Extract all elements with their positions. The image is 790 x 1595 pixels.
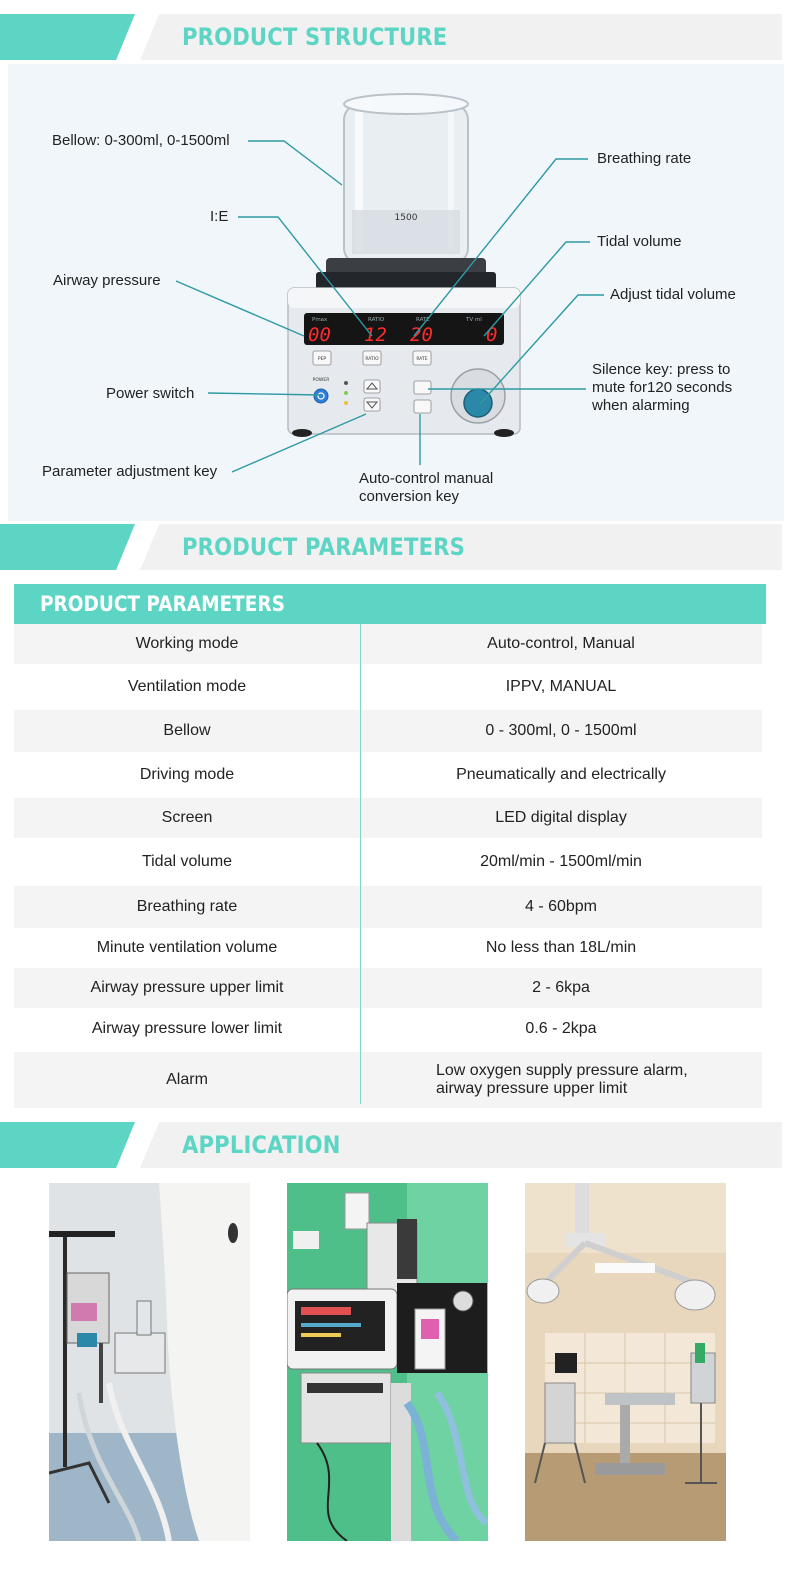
pep-key-label: PEP (317, 357, 327, 362)
param-value: IPPV, MANUAL (505, 678, 617, 695)
section-header-parameters (0, 524, 790, 570)
tv-label: TV ml (466, 317, 482, 323)
rate-value: 20 (410, 324, 433, 346)
header-accent-bar (0, 524, 135, 570)
param-value: 0 - 300ml, 0 - 1500ml (485, 722, 637, 739)
table-row (14, 710, 762, 752)
table-row (14, 838, 762, 886)
label-bellow: Bellow: 0-300ml, 0-1500ml (52, 132, 230, 149)
param-value: LED digital display (495, 809, 627, 826)
label-auto-control: Auto-control manual conversion key (359, 470, 494, 505)
label-parameter-key: Parameter adjustment key (42, 463, 218, 480)
bellow-dome (344, 94, 468, 264)
table-row (14, 886, 762, 928)
param-value: 20ml/min - 1500ml/min (480, 853, 642, 870)
params-table-title: PRODUCT PARAMETERS (40, 592, 285, 616)
param-value: 4 - 60bpm (524, 898, 598, 915)
power-icon (314, 389, 328, 403)
label-power-switch: Power switch (106, 385, 195, 402)
power-label: POWER (312, 378, 330, 383)
section-title: PRODUCT STRUCTURE (182, 23, 448, 51)
param-name: Breathing rate (136, 898, 238, 915)
param-value: 2 - 6kpa (532, 979, 590, 996)
param-name: Screen (161, 809, 213, 826)
label-breathing-rate: Breathing rate (597, 150, 692, 167)
tv-value: 0 (486, 324, 498, 346)
silence-key-icon (414, 381, 431, 394)
table-row (14, 798, 762, 838)
param-value: 0.6 - 2kpa (525, 1020, 597, 1037)
ventilator-illustration (0, 0, 790, 530)
bellow-scale-text: 1500 (394, 213, 418, 223)
down-key-icon (364, 398, 380, 411)
table-column-divider (360, 624, 361, 1104)
table-row (14, 624, 762, 664)
param-value: No less than 18L/min (485, 939, 637, 956)
param-name: Ventilation mode (127, 678, 247, 695)
label-silence-key: Silence key: press to mute for120 seconds when alarming (592, 361, 733, 414)
application-photo-2 (287, 1183, 488, 1541)
label-airway-pressure: Airway pressure (53, 272, 161, 289)
rate-key-label: RATE (416, 357, 428, 362)
section-title: PRODUCT PARAMETERS (182, 533, 466, 561)
param-name: Minute ventilation volume (96, 939, 278, 956)
auto-manual-key-icon (414, 400, 431, 413)
section-header-application (0, 1122, 790, 1168)
table-row (14, 1052, 762, 1108)
param-value: Auto-control, Manual (487, 635, 635, 652)
section-title: APPLICATION (182, 1131, 341, 1159)
application-photo-3 (525, 1183, 726, 1541)
label-ie: I:E (210, 208, 229, 225)
label-tidal-volume: Tidal volume (597, 233, 682, 250)
param-name: Tidal volume (141, 853, 233, 870)
rate-label: RATE (416, 317, 430, 323)
table-row (14, 968, 762, 1008)
param-name: Airway pressure upper limit (90, 979, 284, 996)
param-value: Low oxygen supply pressure alarm, airway pressure upper limit (436, 1062, 688, 1097)
table-row (14, 664, 762, 710)
param-name: Working mode (135, 635, 239, 652)
ratio-label: RATIO (368, 317, 385, 323)
table-row (14, 1008, 762, 1050)
param-name: Driving mode (139, 766, 235, 783)
param-name: Bellow (163, 722, 211, 739)
table-row (14, 928, 762, 968)
param-name: Alarm (166, 1071, 208, 1088)
label-adjust-tidal: Adjust tidal volume (610, 286, 736, 303)
ventilator-body (288, 288, 520, 437)
ratio-value: 12 (364, 324, 387, 346)
table-row (14, 752, 762, 798)
param-name: Airway pressure lower limit (91, 1020, 283, 1037)
pmax-label: Pmax (312, 317, 328, 323)
up-key-icon (364, 380, 380, 393)
ratio-key-label: RATIO (365, 357, 379, 362)
pmax-value: 00 (308, 324, 331, 346)
application-photo-1 (49, 1183, 250, 1541)
adjust-knob-icon (464, 389, 492, 417)
params-table-header (14, 584, 766, 624)
header-accent-bar (0, 1122, 135, 1168)
param-value: Pneumatically and electrically (456, 766, 666, 783)
